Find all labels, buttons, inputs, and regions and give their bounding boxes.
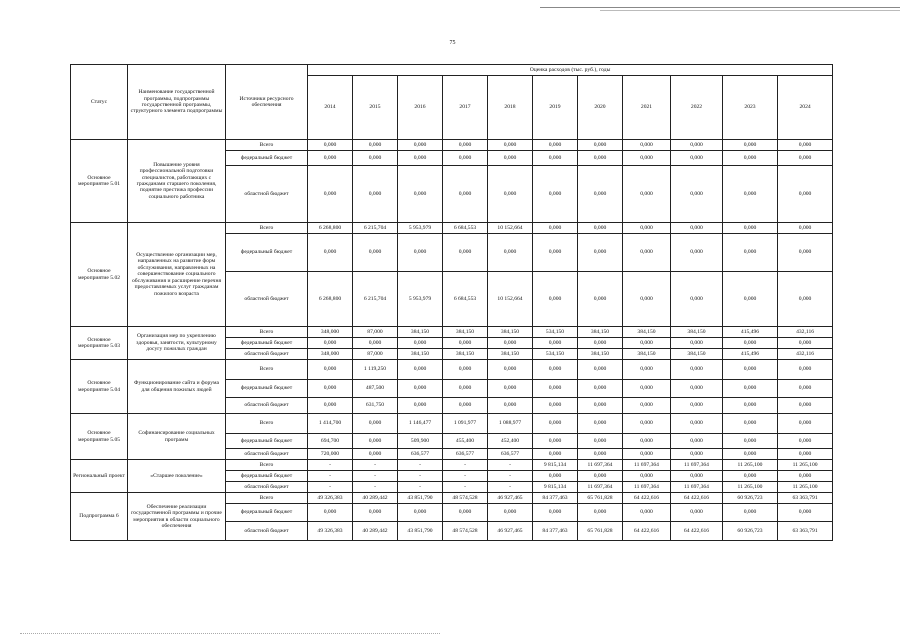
value-cell: 1 088,977 (488, 414, 533, 434)
value-cell: 384,150 (671, 327, 723, 338)
source-cell: областной бюджет (226, 522, 308, 541)
value-cell: 0,000 (778, 223, 833, 234)
value-cell: 43 851,790 (398, 493, 443, 504)
table-row (71, 414, 833, 434)
value-cell: 0,000 (778, 380, 833, 398)
value-cell: 11 697,364 (578, 482, 623, 493)
value-cell: 0,000 (623, 398, 671, 414)
value-cell: 40 289,442 (353, 493, 398, 504)
value-cell: 0,000 (623, 140, 671, 151)
value-cell: 65 761,828 (578, 493, 623, 504)
status-cell: Подпрограмма 6 (71, 493, 128, 541)
source-cell: областной бюджет (226, 272, 308, 327)
value-cell: 384,150 (488, 349, 533, 360)
value-cell: 0,000 (308, 166, 353, 223)
value-cell: 0,000 (623, 166, 671, 223)
value-cell: 0,000 (778, 151, 833, 166)
value-cell: 636,577 (488, 449, 533, 460)
name-cell: Обеспечение реализации государственной программы и прочие мероприятия в области социального обеспечения (128, 493, 226, 541)
value-cell: - (398, 482, 443, 493)
value-cell: 60 926,723 (723, 493, 778, 504)
value-cell: 0,000 (623, 504, 671, 522)
value-cell: 0,000 (671, 414, 723, 434)
value-cell: 384,150 (623, 327, 671, 338)
value-cell: 0,000 (533, 449, 578, 460)
value-cell: 46 927,465 (488, 522, 533, 541)
value-cell: 415,496 (723, 349, 778, 360)
value-cell: 0,000 (533, 234, 578, 272)
value-cell: 0,000 (671, 449, 723, 460)
scan-line (540, 7, 900, 8)
value-cell: 65 761,828 (578, 522, 623, 541)
value-cell: 0,000 (443, 151, 488, 166)
value-cell: 0,000 (578, 398, 623, 414)
value-cell: 0,000 (353, 434, 398, 449)
value-cell: 384,150 (398, 327, 443, 338)
value-cell: 0,000 (578, 338, 623, 349)
value-cell: 0,000 (443, 338, 488, 349)
source-cell: Всего (226, 223, 308, 234)
source-cell: федеральный бюджет (226, 338, 308, 349)
value-cell: 0,000 (533, 434, 578, 449)
value-cell: 10 152,664 (488, 223, 533, 234)
value-cell: 0,000 (723, 223, 778, 234)
value-cell: 64 422,616 (623, 493, 671, 504)
value-cell: 0,000 (578, 434, 623, 449)
value-cell: 0,000 (353, 140, 398, 151)
value-cell: 0,000 (778, 338, 833, 349)
value-cell: 0,000 (778, 360, 833, 380)
value-cell: 0,000 (488, 166, 533, 223)
value-cell: 87,000 (353, 349, 398, 360)
value-cell: 0,000 (488, 398, 533, 414)
value-cell: 384,150 (578, 349, 623, 360)
value-cell: 0,000 (623, 414, 671, 434)
value-cell: 636,577 (443, 449, 488, 460)
value-cell: 720,000 (308, 449, 353, 460)
value-cell: 11 265,100 (778, 482, 833, 493)
value-cell: 0,000 (778, 414, 833, 434)
value-cell: 0,000 (578, 504, 623, 522)
scan-line (600, 10, 900, 11)
value-cell: 384,150 (578, 327, 623, 338)
value-cell: - (488, 460, 533, 471)
value-cell: 0,000 (723, 471, 778, 482)
value-cell: 0,000 (533, 504, 578, 522)
value-cell: 0,000 (723, 380, 778, 398)
name-cell: Софинансирование социальных программ (128, 414, 226, 460)
value-cell: 46 927,465 (488, 493, 533, 504)
source-cell: областной бюджет (226, 482, 308, 493)
name-cell: «Старшее поколение» (128, 460, 226, 493)
year-header: 2017 (443, 76, 488, 140)
value-cell: 0,000 (353, 166, 398, 223)
value-cell: 384,150 (623, 349, 671, 360)
value-cell: 0,000 (623, 234, 671, 272)
value-cell: 6 684,553 (443, 223, 488, 234)
value-cell: 0,000 (443, 234, 488, 272)
value-cell: 0,000 (723, 140, 778, 151)
value-cell: 0,000 (778, 504, 833, 522)
value-cell: 0,000 (778, 434, 833, 449)
value-cell: 0,000 (778, 449, 833, 460)
value-cell: 0,000 (623, 338, 671, 349)
value-cell: 0,000 (623, 360, 671, 380)
header-name: Наименование государственной программы, подпрограммы государственной программы, структурного элемента подпрограммы (128, 65, 226, 140)
value-cell: 11 697,364 (623, 460, 671, 471)
table-row (71, 140, 833, 151)
value-cell: 0,000 (353, 234, 398, 272)
value-cell: 0,000 (398, 398, 443, 414)
value-cell: 0,000 (488, 234, 533, 272)
value-cell: - (398, 471, 443, 482)
value-cell: 0,000 (398, 380, 443, 398)
value-cell: 0,000 (778, 234, 833, 272)
value-cell: 384,150 (398, 349, 443, 360)
value-cell: 11 265,100 (723, 460, 778, 471)
value-cell: 11 697,364 (623, 482, 671, 493)
value-cell: 694,700 (308, 434, 353, 449)
source-cell: Всего (226, 460, 308, 471)
value-cell: 384,150 (488, 327, 533, 338)
scan-noise (20, 633, 440, 635)
year-header: 2020 (578, 76, 623, 140)
source-cell: федеральный бюджет (226, 234, 308, 272)
value-cell: 0,000 (723, 449, 778, 460)
status-cell: Основное мероприятие 5.03 (71, 327, 128, 360)
value-cell: 534,150 (533, 349, 578, 360)
value-cell: 0,000 (398, 338, 443, 349)
value-cell: 0,000 (353, 338, 398, 349)
value-cell: - (353, 460, 398, 471)
value-cell: 0,000 (308, 398, 353, 414)
value-cell: 40 289,442 (353, 522, 398, 541)
value-cell: 0,000 (308, 504, 353, 522)
value-cell: 0,000 (533, 166, 578, 223)
value-cell: 64 422,616 (671, 522, 723, 541)
value-cell: 0,000 (488, 380, 533, 398)
value-cell: 63 363,791 (778, 522, 833, 541)
value-cell: 6 215,704 (353, 272, 398, 327)
value-cell: - (353, 471, 398, 482)
value-cell: 348,000 (308, 327, 353, 338)
value-cell: 0,000 (623, 449, 671, 460)
value-cell: 384,150 (671, 349, 723, 360)
value-cell: 49 326,383 (308, 493, 353, 504)
value-cell: 0,000 (723, 166, 778, 223)
value-cell: 48 574,528 (443, 493, 488, 504)
value-cell: 0,000 (578, 140, 623, 151)
value-cell: 0,000 (533, 398, 578, 414)
value-cell: 0,000 (578, 449, 623, 460)
status-cell: Основное мероприятие 5.01 (71, 140, 128, 223)
value-cell: 0,000 (533, 272, 578, 327)
value-cell: 0,000 (398, 234, 443, 272)
value-cell: 0,000 (623, 434, 671, 449)
source-cell: областной бюджет (226, 449, 308, 460)
value-cell: - (308, 471, 353, 482)
value-cell: 0,000 (398, 360, 443, 380)
value-cell: 432,116 (778, 327, 833, 338)
value-cell: 0,000 (623, 272, 671, 327)
value-cell: 5 953,979 (398, 272, 443, 327)
value-cell: - (308, 460, 353, 471)
source-cell: Всего (226, 414, 308, 434)
value-cell: 11 697,364 (671, 482, 723, 493)
value-cell: 0,000 (578, 151, 623, 166)
value-cell: 0,000 (443, 166, 488, 223)
value-cell: 0,000 (488, 338, 533, 349)
value-cell: 0,000 (623, 380, 671, 398)
value-cell: 0,000 (308, 380, 353, 398)
value-cell: 0,000 (723, 272, 778, 327)
value-cell: 0,000 (778, 398, 833, 414)
value-cell: 0,000 (578, 223, 623, 234)
table-row (71, 493, 833, 504)
value-cell: 0,000 (671, 151, 723, 166)
value-cell: 0,000 (488, 151, 533, 166)
value-cell: 6 215,704 (353, 223, 398, 234)
value-cell: 0,000 (308, 338, 353, 349)
value-cell: 0,000 (778, 272, 833, 327)
name-cell: Функционирование сайта и форума для общения пожилых людей (128, 360, 226, 414)
name-cell: Осуществление организации мер, направленных на развитие форм обслуживания, направленных на совершенствование социального обслуживания и расширение перечня предоставляемых услуг гражданам пожилого возраста (128, 223, 226, 327)
value-cell: 0,000 (671, 434, 723, 449)
value-cell: 0,000 (353, 414, 398, 434)
table-body (71, 65, 833, 541)
value-cell: 631,750 (353, 398, 398, 414)
value-cell: 0,000 (308, 360, 353, 380)
budget-table (70, 64, 833, 541)
value-cell: 6 684,553 (443, 272, 488, 327)
value-cell: - (353, 482, 398, 493)
table-row (71, 223, 833, 234)
value-cell: 0,000 (623, 223, 671, 234)
value-cell: 0,000 (533, 414, 578, 434)
value-cell: 0,000 (533, 338, 578, 349)
value-cell: 0,000 (778, 140, 833, 151)
source-cell: Всего (226, 140, 308, 151)
source-cell: Всего (226, 360, 308, 380)
value-cell: 0,000 (488, 504, 533, 522)
value-cell: 0,000 (353, 504, 398, 522)
value-cell: 452,400 (488, 434, 533, 449)
value-cell: 0,000 (308, 140, 353, 151)
header-estimate: Оценка расходов (тыс. руб.), годы (308, 65, 833, 76)
value-cell: 0,000 (443, 380, 488, 398)
year-header: 2015 (353, 76, 398, 140)
header-source: Источники ресурсного обеспечения (226, 65, 308, 140)
value-cell: 384,150 (443, 349, 488, 360)
value-cell: 534,150 (533, 327, 578, 338)
value-cell: 0,000 (533, 151, 578, 166)
value-cell: - (488, 471, 533, 482)
value-cell: 0,000 (443, 360, 488, 380)
name-cell: Организация мер по укреплению здоровья, занятости, культурному досугу пожилых граждан (128, 327, 226, 360)
value-cell: 0,000 (578, 414, 623, 434)
source-cell: федеральный бюджет (226, 504, 308, 522)
value-cell: 0,000 (723, 504, 778, 522)
value-cell: 84 377,463 (533, 522, 578, 541)
value-cell: 0,000 (533, 360, 578, 380)
value-cell: 0,000 (578, 166, 623, 223)
source-cell: областной бюджет (226, 166, 308, 223)
source-cell: федеральный бюджет (226, 434, 308, 449)
value-cell: - (443, 482, 488, 493)
year-header: 2018 (488, 76, 533, 140)
source-cell: федеральный бюджет (226, 380, 308, 398)
value-cell: - (398, 460, 443, 471)
value-cell: 0,000 (623, 471, 671, 482)
value-cell: 0,000 (578, 360, 623, 380)
value-cell: 0,000 (308, 234, 353, 272)
value-cell: 0,000 (443, 140, 488, 151)
value-cell: 0,000 (723, 414, 778, 434)
value-cell: 0,000 (778, 166, 833, 223)
year-header: 2024 (778, 76, 833, 140)
source-cell: федеральный бюджет (226, 151, 308, 166)
value-cell: 64 422,616 (623, 522, 671, 541)
value-cell: 0,000 (533, 471, 578, 482)
value-cell: 63 363,791 (778, 493, 833, 504)
value-cell: 11 265,100 (723, 482, 778, 493)
value-cell: - (443, 471, 488, 482)
source-cell: федеральный бюджет (226, 471, 308, 482)
value-cell: 87,000 (353, 327, 398, 338)
source-cell: областной бюджет (226, 349, 308, 360)
value-cell: 0,000 (671, 504, 723, 522)
value-cell: 0,000 (443, 398, 488, 414)
value-cell: 487,500 (353, 380, 398, 398)
value-cell: 0,000 (443, 504, 488, 522)
status-cell: Региональный проект (71, 460, 128, 493)
value-cell: 348,000 (308, 349, 353, 360)
value-cell: 0,000 (723, 234, 778, 272)
year-header: 2022 (671, 76, 723, 140)
header-status: Статус (71, 65, 128, 140)
value-cell: 0,000 (488, 140, 533, 151)
table-row (71, 360, 833, 380)
value-cell: 5 953,979 (398, 223, 443, 234)
status-cell: Основное мероприятие 5.05 (71, 414, 128, 460)
value-cell: - (308, 482, 353, 493)
value-cell: 64 422,616 (671, 493, 723, 504)
value-cell: 455,400 (443, 434, 488, 449)
value-cell: 0,000 (578, 380, 623, 398)
value-cell: 48 574,528 (443, 522, 488, 541)
value-cell: - (443, 460, 488, 471)
value-cell: 9 815,134 (533, 460, 578, 471)
value-cell: 11 265,100 (778, 460, 833, 471)
value-cell: 0,000 (671, 398, 723, 414)
value-cell: 0,000 (623, 151, 671, 166)
value-cell: 84 377,463 (533, 493, 578, 504)
value-cell: 384,150 (443, 327, 488, 338)
source-cell: Всего (226, 493, 308, 504)
year-header: 2023 (723, 76, 778, 140)
value-cell: 509,900 (398, 434, 443, 449)
value-cell: 0,000 (578, 234, 623, 272)
value-cell: 0,000 (398, 504, 443, 522)
year-header: 2019 (533, 76, 578, 140)
value-cell: 0,000 (723, 360, 778, 380)
value-cell: 0,000 (488, 360, 533, 380)
header-row (71, 65, 833, 76)
table-row (71, 460, 833, 471)
value-cell: 49 326,383 (308, 522, 353, 541)
value-cell: - (488, 482, 533, 493)
value-cell: 11 697,364 (671, 460, 723, 471)
value-cell: 11 697,364 (578, 460, 623, 471)
value-cell: 0,000 (723, 398, 778, 414)
value-cell: 0,000 (533, 223, 578, 234)
value-cell: 1 119,250 (353, 360, 398, 380)
value-cell: 0,000 (671, 272, 723, 327)
value-cell: 636,577 (398, 449, 443, 460)
source-cell: областной бюджет (226, 398, 308, 414)
value-cell: 0,000 (671, 380, 723, 398)
value-cell: 0,000 (671, 471, 723, 482)
value-cell: 43 851,790 (398, 522, 443, 541)
value-cell: 0,000 (723, 434, 778, 449)
value-cell: 0,000 (533, 140, 578, 151)
value-cell: 6 268,800 (308, 272, 353, 327)
year-header: 2016 (398, 76, 443, 140)
value-cell: 0,000 (308, 151, 353, 166)
value-cell: 9 815,134 (533, 482, 578, 493)
value-cell: 60 926,723 (723, 522, 778, 541)
value-cell: 0,000 (671, 338, 723, 349)
value-cell: 1 414,700 (308, 414, 353, 434)
value-cell: 0,000 (778, 471, 833, 482)
value-cell: 0,000 (723, 338, 778, 349)
value-cell: 0,000 (353, 151, 398, 166)
value-cell: 432,116 (778, 349, 833, 360)
value-cell: 0,000 (671, 140, 723, 151)
value-cell: 1 091,977 (443, 414, 488, 434)
value-cell: 0,000 (671, 360, 723, 380)
status-cell: Основное мероприятие 5.04 (71, 360, 128, 414)
value-cell: 1 146,477 (398, 414, 443, 434)
year-header: 2021 (623, 76, 671, 140)
value-cell: 0,000 (671, 234, 723, 272)
value-cell: 0,000 (353, 449, 398, 460)
value-cell: 0,000 (398, 140, 443, 151)
value-cell: 6 268,800 (308, 223, 353, 234)
value-cell: 10 152,664 (488, 272, 533, 327)
value-cell: 0,000 (723, 151, 778, 166)
name-cell: Повышение уровня профессиональной подготовки специалистов, работающих с гражданами старшего поколения, поднятие престижа профессии социального работника (128, 140, 226, 223)
status-cell: Основное мероприятие 5.02 (71, 223, 128, 327)
table-row (71, 327, 833, 338)
source-cell: Всего (226, 327, 308, 338)
value-cell: 0,000 (578, 471, 623, 482)
value-cell: 0,000 (398, 151, 443, 166)
value-cell: 0,000 (533, 380, 578, 398)
value-cell: 0,000 (671, 166, 723, 223)
value-cell: 0,000 (671, 223, 723, 234)
page-number: 75 (449, 40, 456, 46)
value-cell: 0,000 (398, 166, 443, 223)
value-cell: 415,496 (723, 327, 778, 338)
value-cell: 0,000 (578, 272, 623, 327)
year-header: 2014 (308, 76, 353, 140)
